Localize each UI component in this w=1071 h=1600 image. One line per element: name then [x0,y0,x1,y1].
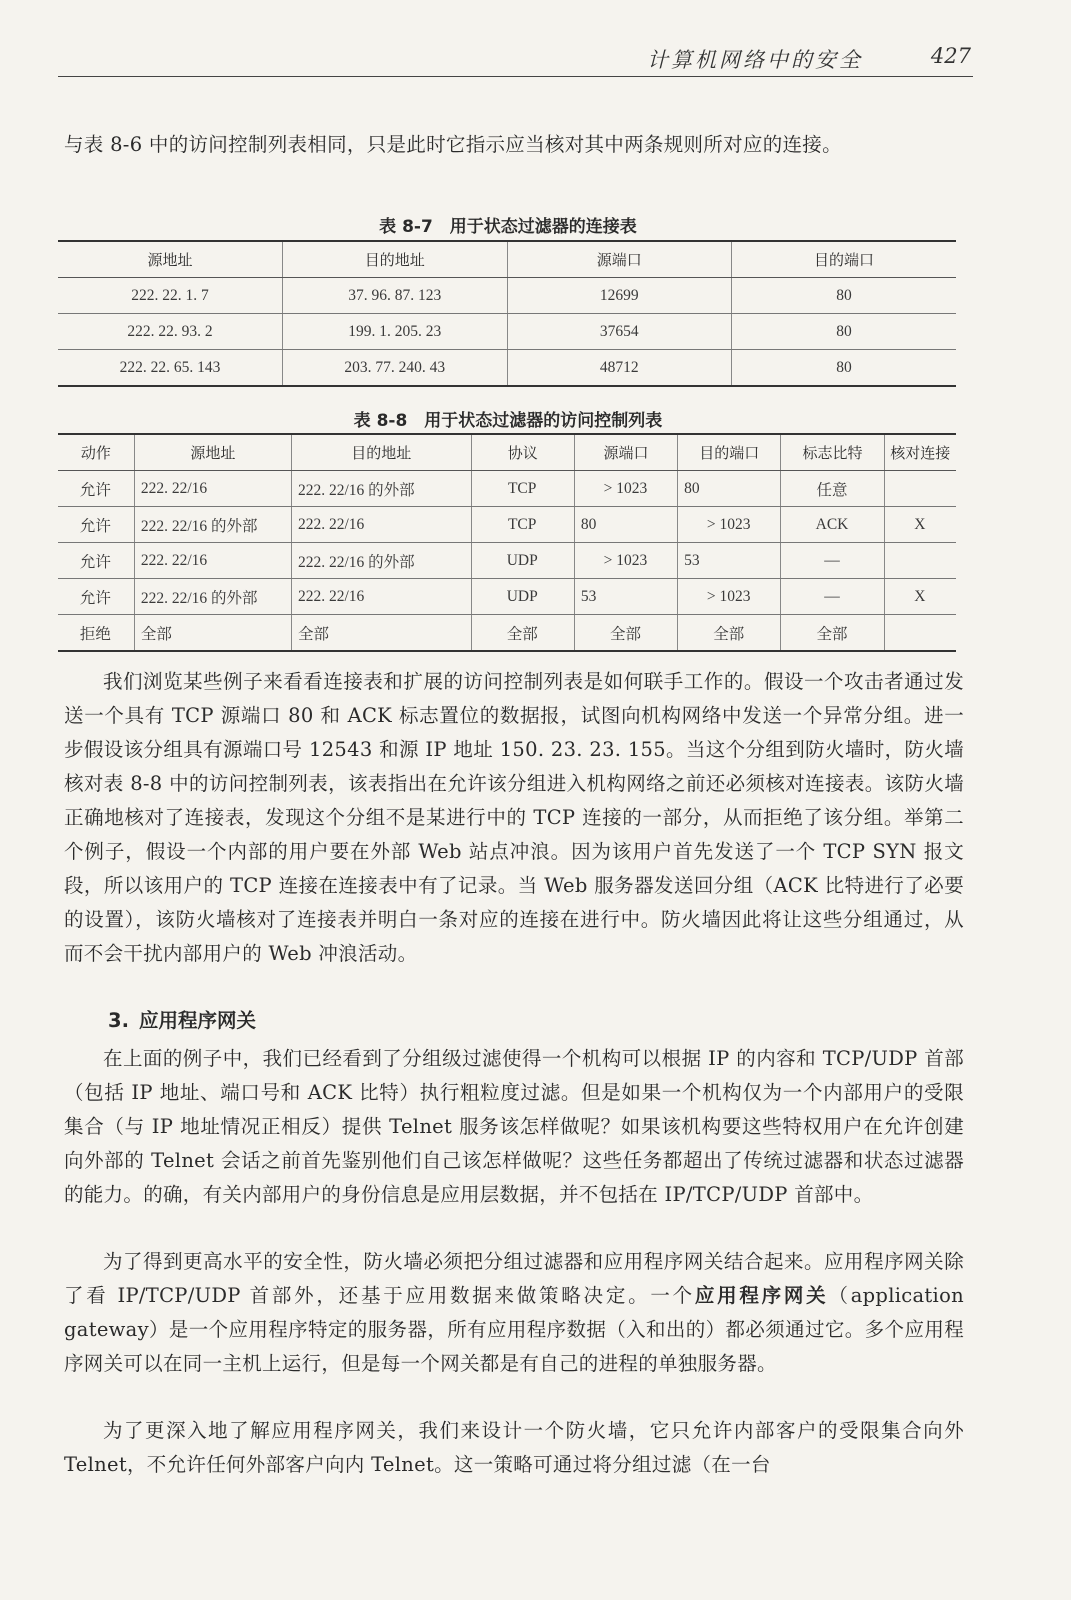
table-cell: 222. 22/16 的外部 [134,507,291,543]
table-cell: 222. 22/16 [291,507,471,543]
table-cell: 222. 22/16 [134,543,291,579]
table-header-row [58,241,956,278]
table-cell: 允许 [58,543,134,579]
table-cell: 允许 [58,507,134,543]
table-row [58,471,956,507]
table-row [58,314,956,350]
column-header: 目的地址 [283,241,508,278]
table-cell: 37654 [507,314,732,350]
table-cell: TCP [471,471,574,507]
gateway-paragraph-2 [64,1245,964,1381]
table-cell: 拒绝 [58,615,134,652]
table-cell: 全部 [134,615,291,652]
table-cell: 199. 1. 205. 23 [283,314,508,350]
table-cell: > 1023 [574,471,677,507]
table-row [58,507,956,543]
table-cell [884,615,956,652]
section-title: 应用程序网关 [138,1009,256,1032]
table-cell: 全部 [471,615,574,652]
gateway-paragraph-2-part1: 为了得到更高水平的安全性，防火墙必须把分组过滤器和应用程序网关结合起来。应用程序网关除了看 IP/TCP/UDP 首部外，还基于应用数据来做策略决定。一个 [64,1250,964,1307]
table-cell: 222. 22/16 [134,471,291,507]
table-cell: UDP [471,543,574,579]
table-cell: UDP [471,579,574,615]
table-cell: 80 [732,278,957,314]
column-header: 核对连接 [884,434,956,471]
table-cell: 全部 [781,615,884,652]
column-header: 源端口 [507,241,732,278]
table-header-row [58,434,956,471]
table-cell: 允许 [58,579,134,615]
table-cell: 全部 [574,615,677,652]
table-cell: — [781,579,884,615]
example-paragraph: 我们浏览某些例子来看看连接表和扩展的访问控制列表是如何联手工作的。假设一个攻击者通过发送一个具有 TCP 源端口 80 和 ACK 标志置位的数据报，试图向机构网络中发送一个异常分组。进一步假设该分组具有源端口号 12543 和源 IP 地址 150. 23. 23. 155。当这个分组到防火墙时，防火墙核对表 8-8 中的访问控制列表，该表指出在允许该分组进入机构网络之前还必须核对连接表。该防火墙正确地核对了连接表，发现这个分组不是某进行中的 TCP 连接的一部分，从而拒绝了该分组。举第二个例子，假设一个内部的用户要在外部 Web 站点冲浪。因为该用户首先发送了一个 TCP SYN 报文段，所以该用户的 TCP 连接在连接表中有了记录。当 Web 服务器发送回分组（ACK 比特进行了必要的设置），该防火墙核对了连接表并明白一条对应的连接在进行中。防火墙因此将让这些分组通过，从而不会干扰内部用户的 Web 冲浪活动。 [64,670,964,965]
column-header: 协议 [471,434,574,471]
table-cell: 222. 22/16 的外部 [291,543,471,579]
table-cell: 222. 22. 1. 7 [58,278,283,314]
table-cell: ACK [781,507,884,543]
table-cell: 222. 22/16 的外部 [134,579,291,615]
table-cell: 允许 [58,471,134,507]
table-cell [884,471,956,507]
table-row [58,278,956,314]
gateway-paragraph-3: 为了更深入地了解应用程序网关，我们来设计一个防火墙，它只允许内部客户的受限集合向外 Telnet，不允许任何外部客户向内 Telnet。这一策略可通过将分组过滤（在一台 [64,1419,964,1476]
running-header [58,38,973,77]
access-control-list-table [58,433,956,652]
column-header: 源地址 [134,434,291,471]
chapter-title: 计算机网络中的安全 [647,48,863,72]
gateway-paragraph-1: 在上面的例子中，我们已经看到了分组级过滤使得一个机构可以根据 IP 的内容和 TCP/UDP 首部（包括 IP 地址、端口号和 ACK 比特）执行粗粒度过滤。但是如果一个机构仅为一个内部用户的受限集合（与 IP 地址情况正相反）提供 Telnet 服务该怎样做呢？如果该机构要这些特权用户在允许创建向外部的 Telnet 会话之前首先鉴别他们自己该怎样做呢？这些任务都超出了传统过滤器和状态过滤器的能力。的确，有关内部用户的身份信息是应用层数据，并不包括在 IP/TCP/UDP 首部中。 [64,1047,964,1206]
gateway-term: 应用程序网关 [694,1284,829,1307]
table-cell: > 1023 [678,507,781,543]
table-8-8-caption: 表 8-8 用于状态过滤器的访问控制列表 [353,411,663,431]
table-cell: 222. 22/16 的外部 [291,471,471,507]
table-cell: 203. 77. 240. 43 [283,350,508,387]
table-row [58,543,956,579]
table-row [58,350,956,387]
column-header: 源端口 [574,434,677,471]
table-8-7-caption: 表 8-7 用于状态过滤器的连接表 [379,217,637,237]
column-header: 标志比特 [781,434,884,471]
table-cell: 53 [574,579,677,615]
table-cell: > 1023 [574,543,677,579]
table-cell: 48712 [507,350,732,387]
table-cell: 222. 22. 65. 143 [58,350,283,387]
table-cell [884,543,956,579]
table-cell: 80 [732,314,957,350]
table-cell: 80 [678,471,781,507]
table-cell: 80 [574,507,677,543]
column-header: 目的地址 [291,434,471,471]
page-number: 427 [930,44,971,68]
table-cell: 80 [732,350,957,387]
column-header: 源地址 [58,241,283,278]
table-cell: — [781,543,884,579]
table-cell: X [884,579,956,615]
table-cell: X [884,507,956,543]
table-row [58,615,956,652]
column-header: 动作 [58,434,134,471]
table-cell: 全部 [678,615,781,652]
table-row [58,579,956,615]
table-cell: TCP [471,507,574,543]
column-header: 目的端口 [732,241,957,278]
table-cell: 222. 22. 93. 2 [58,314,283,350]
table-cell: 37. 96. 87. 123 [283,278,508,314]
table-cell: 222. 22/16 [291,579,471,615]
table-cell: > 1023 [678,579,781,615]
table-cell: 12699 [507,278,732,314]
column-header: 目的端口 [678,434,781,471]
section-heading [108,1005,266,1033]
intro-paragraph: 与表 8-6 中的访问控制列表相同，只是此时它指示应当核对其中两条规则所对应的连接。 [64,133,842,156]
table-cell: 53 [678,543,781,579]
gateway-paragraph-2-part2: （application gateway）是一个应用程序特定的服务器，所有应用程序数据（入和出的）都必须通过它。多个应用程序网关可以在同一主机上运行，但是每一个网关都是有自己的进程的单独服务器。 [64,1284,964,1375]
connection-table [58,240,956,387]
table-cell: 全部 [291,615,471,652]
section-number: 3. [108,1009,129,1032]
table-cell: 任意 [781,471,884,507]
